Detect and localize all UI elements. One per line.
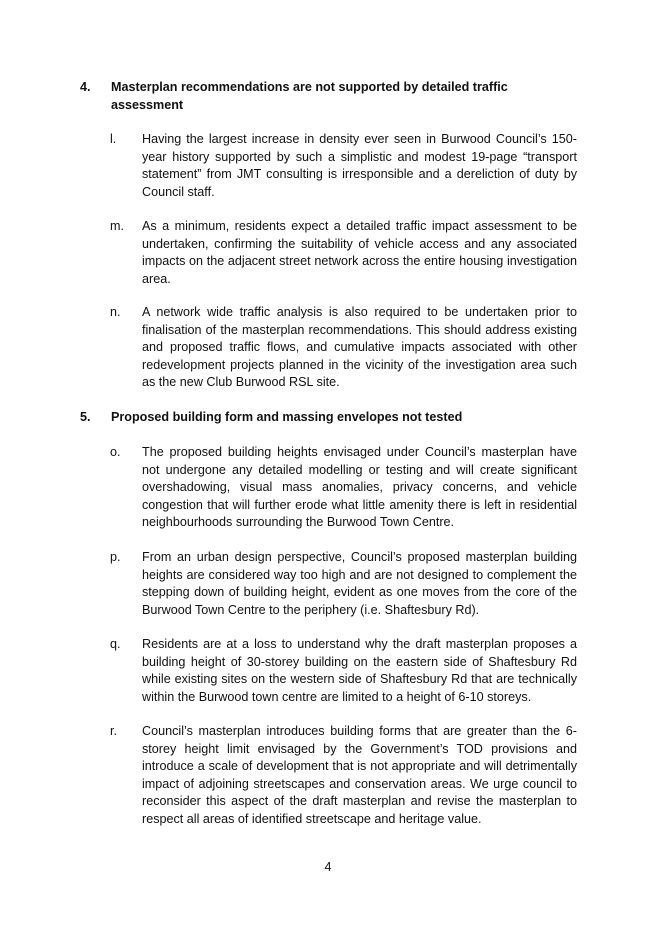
list-item-letter: n. xyxy=(110,305,121,319)
list-item-text: The proposed building heights envisaged under Council’s masterplan have not undergone any detailed modelling or testing and will create significant overshadowing, visual mass anomalies, privacy concerns, and vehicle congestion that will further erode what little amenity there is left in residential neighbourhoods surrounding the Burwood Town Centre. xyxy=(142,445,577,530)
section-heading-5 xyxy=(80,409,580,427)
list-item-text: Council’s masterplan introduces building forms that are greater than the 6-storey height limit envisaged by the Government’s TOD provisions and introduce a scale of development that is not appropriate and will detrimentally impact of adjoining streetscapes and conservation areas. We urge council to reconsider this aspect of the draft masterplan and revise the masterplan to respect all areas of identified streetscape and heritage value. xyxy=(142,724,577,826)
section-number: 4. xyxy=(80,80,91,94)
list-item-letter: p. xyxy=(110,550,121,564)
list-item-q xyxy=(110,636,577,706)
section-title: Proposed building form and massing envelopes not tested xyxy=(111,410,463,424)
list-item-letter: o. xyxy=(110,445,121,459)
section-number: 5. xyxy=(80,410,91,424)
list-item-letter: m. xyxy=(110,219,124,233)
list-item-text: Having the largest increase in density ever seen in Burwood Council’s 150-year history supported by such a simplistic and modest 19-page “transport statement” from JMT consulting is irresponsible and a dereliction of duty by Council staff. xyxy=(142,132,577,199)
list-item-p xyxy=(110,549,577,619)
list-item-o xyxy=(110,444,577,532)
list-item-text: As a minimum, residents expect a detailed traffic impact assessment to be undertaken, confirming the suitability of vehicle access and any associated impacts on the adjacent street network across the entire housing investigation area. xyxy=(142,219,577,286)
list-item-r xyxy=(110,723,577,829)
list-item-letter: r. xyxy=(110,724,117,738)
section-heading-4 xyxy=(80,79,580,114)
list-item-m xyxy=(110,218,577,288)
list-item-n xyxy=(110,304,577,392)
list-item-letter: l. xyxy=(110,132,117,146)
list-item-text: From an urban design perspective, Council’s proposed masterplan building heights are considered way too high and are not designed to complement the stepping down of building height, evident as one moves from the core of the Burwood Town Centre to the periphery (i.e. Shaftesbury Rd). xyxy=(142,550,577,617)
section-title: Masterplan recommendations are not supported by detailed traffic assessment xyxy=(111,80,508,112)
list-item-text: A network wide traffic analysis is also required to be undertaken prior to finalisation of the masterplan recommendations. This should address existing and proposed traffic flows, and cumulative impacts associated with other redevelopment projects planned in the vicinity of the investigation area such as the new Club Burwood RSL site. xyxy=(142,305,577,390)
list-item-l xyxy=(110,131,577,201)
list-item-letter: q. xyxy=(110,637,121,651)
page-number: 4 xyxy=(324,860,332,874)
list-item-text: Residents are at a loss to understand why the draft masterplan proposes a building height of 30-storey building on the eastern side of Shaftesbury Rd while existing sites on the western side of Shaftesbury Rd that are technically within the Burwood town centre are limited to a height of 6-10 storeys. xyxy=(142,637,577,704)
